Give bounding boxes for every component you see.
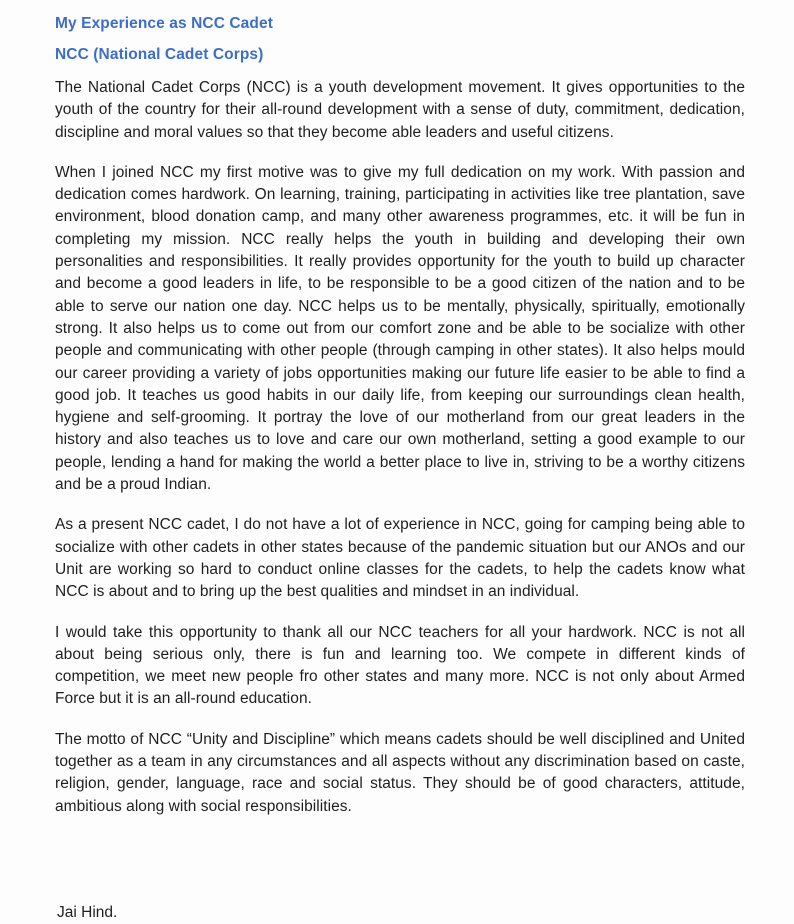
essay-paragraph-thanks: I would take this opportunity to thank all our NCC teachers for all your hardwork. NCC is not all about being serious only, there is fun and learning too. We compete in different kinds of competition, we meet new people fro other states and many more. NCC is not only about Armed Force but it is an all-round education. — [55, 623, 745, 708]
document-subtitle: NCC (National Cadet Corps) — [55, 46, 264, 63]
document-title: My Experience as NCC Cadet — [55, 15, 273, 32]
closing-salutation: Jai Hind. — [57, 903, 118, 921]
essay-paragraph-experience: When I joined NCC my first motive was to give my full dedication on my work. With passion and dedication comes hardwork. On learning, training, participating in activities like tree plantation, save environment, blood donation camp, and many other awareness programmes, etc. it will be fun in completing my mission. NCC really helps the youth in building and developing their own personalities and responsibilities. It really provides opportunity for the youth to build up character and become a good leaders in life, to be responsible to be a good citizen of the nation and to be able to serve our nation one day. NCC helps us to be mentally, physically, spiritually, emotionally strong. It also helps us to come out from our comfort zone and be able to be socialize with other people and communicating with other people (through camping in other states). It also helps mould our career providing a variety of jobs opportunities making our future life easier to be able to find a good job. It teaches us good habits in our daily life, from keeping our surroundings clean health, hygiene and self-grooming. It portray the love of our motherland from our great leaders in the history and also teaches us to love and care our own motherland, setting a good example to our people, lending a hand for making the world a better place to live in, striving to be a worthy citizens and be a proud Indian. — [55, 163, 745, 494]
essay-paragraph-present-cadet: As a present NCC cadet, I do not have a lot of experience in NCC, going for camping being able to socialize with other cadets in other states because of the pandemic situation but our ANOs and our Unit are working so hard to conduct online classes for the cadets, to help the cadets know what NCC is about and to bring up the best qualities and mindset in an individual. — [55, 516, 745, 601]
essay-paragraph-intro: The National Cadet Corps (NCC) is a youth development movement. It gives opportunities to the youth of the country for their all-round development with a sense of duty, commitment, dedication, discipline and moral values so that they become able leaders and useful citizens. — [55, 79, 745, 141]
blank-space — [55, 836, 745, 902]
essay-paragraph-motto: The motto of NCC “Unity and Discipline” which means cadets should be well disciplined and United together as a team in any circumstances and all aspects without any discrimination based on caste, religion, gender, language, race and social status. They should be of good characters, attitude, ambitious along with social responsibilities. — [55, 730, 745, 815]
